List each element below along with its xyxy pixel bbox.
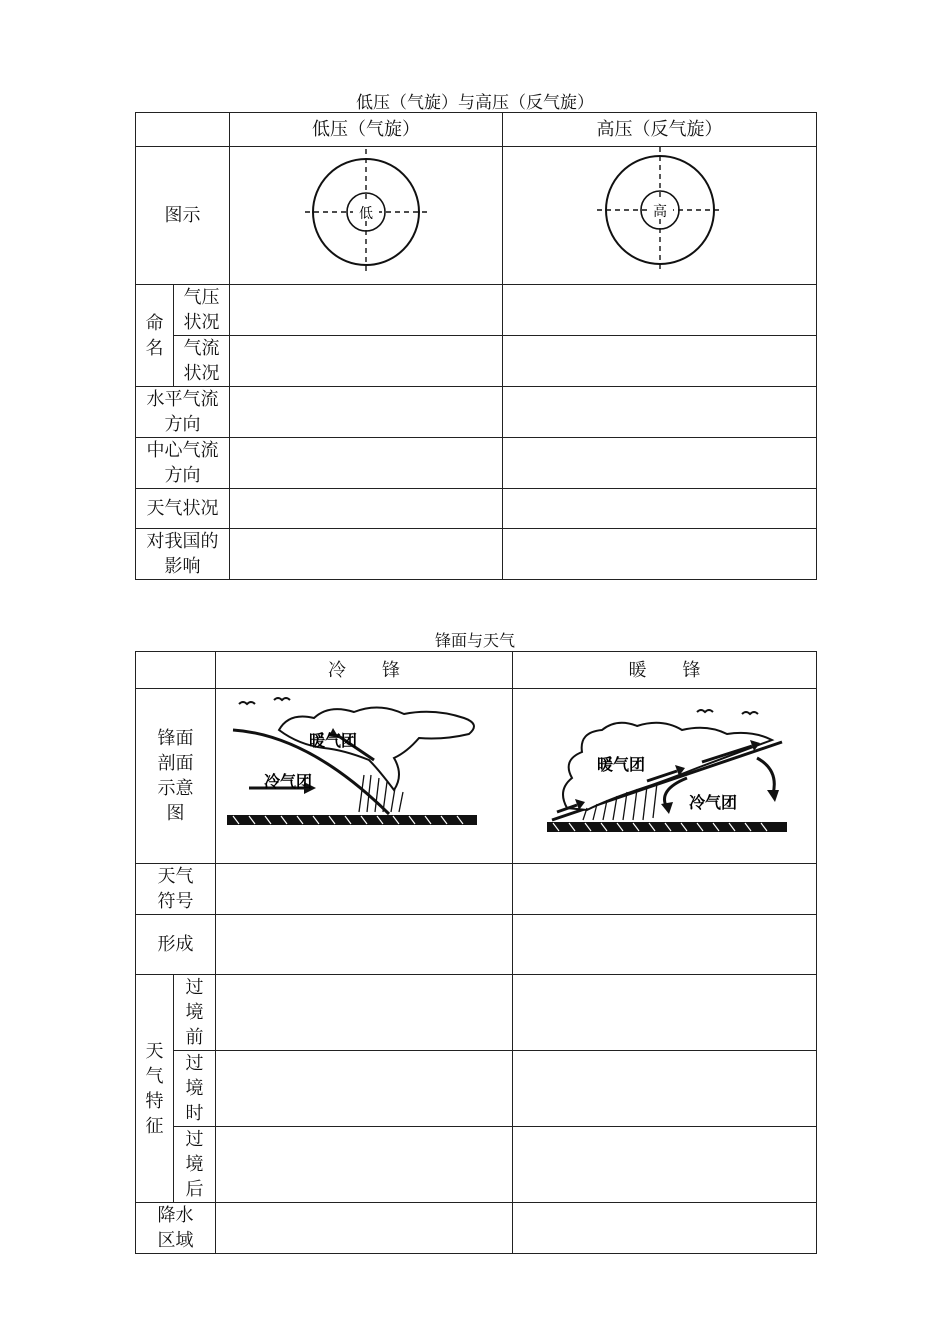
warm-front-diagram: [513, 689, 817, 864]
row-label-profile: 锋面 剖面 示意 图: [136, 689, 216, 864]
answer-cell-cold-symbol[interactable]: [216, 864, 513, 915]
corner-cell: [136, 652, 216, 689]
group-label-weather: 天 气 特 征: [136, 975, 174, 1203]
cold-front-diagram: [216, 689, 513, 864]
answer-cell-cold-during[interactable]: [216, 1051, 513, 1127]
answer-cell-high-pressure[interactable]: [503, 285, 817, 336]
row-label-formation: 形成: [136, 915, 216, 975]
group-label-naming: 命 名: [136, 285, 174, 387]
row-label-influence: 对我国的 影响: [136, 529, 230, 580]
col-header-warm-front: 暖 锋: [513, 652, 817, 689]
answer-cell-low-influence[interactable]: [230, 529, 503, 580]
row-label-precip: 降水 区域: [136, 1203, 216, 1254]
col-header-low: 低压（气旋）: [230, 113, 503, 147]
row-label-center-flow: 中心气流 方向: [136, 438, 230, 489]
row-label-weather: 天气状况: [136, 489, 230, 529]
answer-cell-low-airflow[interactable]: [230, 336, 503, 387]
low-pressure-diagram: [230, 147, 503, 285]
cold-front-cold-mass-label: 冷气团: [264, 772, 313, 791]
row-label-before: 过 境 前: [174, 975, 216, 1051]
answer-cell-high-horizontal[interactable]: [503, 387, 817, 438]
cold-front-profile-icon: [219, 690, 509, 855]
answer-cell-low-pressure[interactable]: [230, 285, 503, 336]
row-label-during: 过 境 时: [174, 1051, 216, 1127]
answer-cell-warm-formation[interactable]: [513, 915, 817, 975]
answer-cell-warm-during[interactable]: [513, 1051, 817, 1127]
answer-cell-cold-after[interactable]: [216, 1127, 513, 1203]
answer-cell-high-influence[interactable]: [503, 529, 817, 580]
answer-cell-warm-precip[interactable]: [513, 1203, 817, 1254]
row-label-symbol: 天气 符号: [136, 864, 216, 915]
warm-front-warm-mass-label: 暖气团: [597, 755, 646, 774]
warm-front-profile-icon: [517, 690, 812, 855]
col-header-cold-front: 冷 锋: [216, 652, 513, 689]
high-pressure-diagram: [503, 147, 817, 285]
answer-cell-low-weather[interactable]: [230, 489, 503, 529]
answer-cell-cold-before[interactable]: [216, 975, 513, 1051]
answer-cell-cold-precip[interactable]: [216, 1203, 513, 1254]
high-pressure-isobar-icon: [595, 147, 725, 277]
row-label-after: 过 境 后: [174, 1127, 216, 1203]
row-label-horizontal: 水平气流 方向: [136, 387, 230, 438]
low-center-label: 低: [359, 206, 373, 222]
answer-cell-warm-symbol[interactable]: [513, 864, 817, 915]
front-table: [135, 651, 817, 1254]
answer-cell-warm-after[interactable]: [513, 1127, 817, 1203]
answer-cell-low-horizontal[interactable]: [230, 387, 503, 438]
table2-title: 锋面与天气: [434, 631, 515, 650]
answer-cell-high-center-flow[interactable]: [503, 438, 817, 489]
row-label-diagram: 图示: [136, 147, 230, 285]
row-label-pressure: 气压 状况: [174, 285, 230, 336]
answer-cell-low-center-flow[interactable]: [230, 438, 503, 489]
answer-cell-high-airflow[interactable]: [503, 336, 817, 387]
col-header-high: 高压（反气旋）: [503, 113, 817, 147]
corner-cell: [136, 113, 230, 147]
warm-front-cold-mass-label: 冷气团: [689, 793, 738, 812]
cyclone-table: [135, 112, 817, 580]
table1-title: 低压（气旋）与高压（反气旋）: [356, 93, 594, 113]
row-label-airflow: 气流 状况: [174, 336, 230, 387]
high-center-label: 高: [652, 204, 667, 220]
answer-cell-high-weather[interactable]: [503, 489, 817, 529]
answer-cell-cold-formation[interactable]: [216, 915, 513, 975]
low-pressure-isobar-icon: [301, 147, 431, 277]
cold-front-warm-mass-label: 暖气团: [309, 731, 358, 750]
answer-cell-warm-before[interactable]: [513, 975, 817, 1051]
